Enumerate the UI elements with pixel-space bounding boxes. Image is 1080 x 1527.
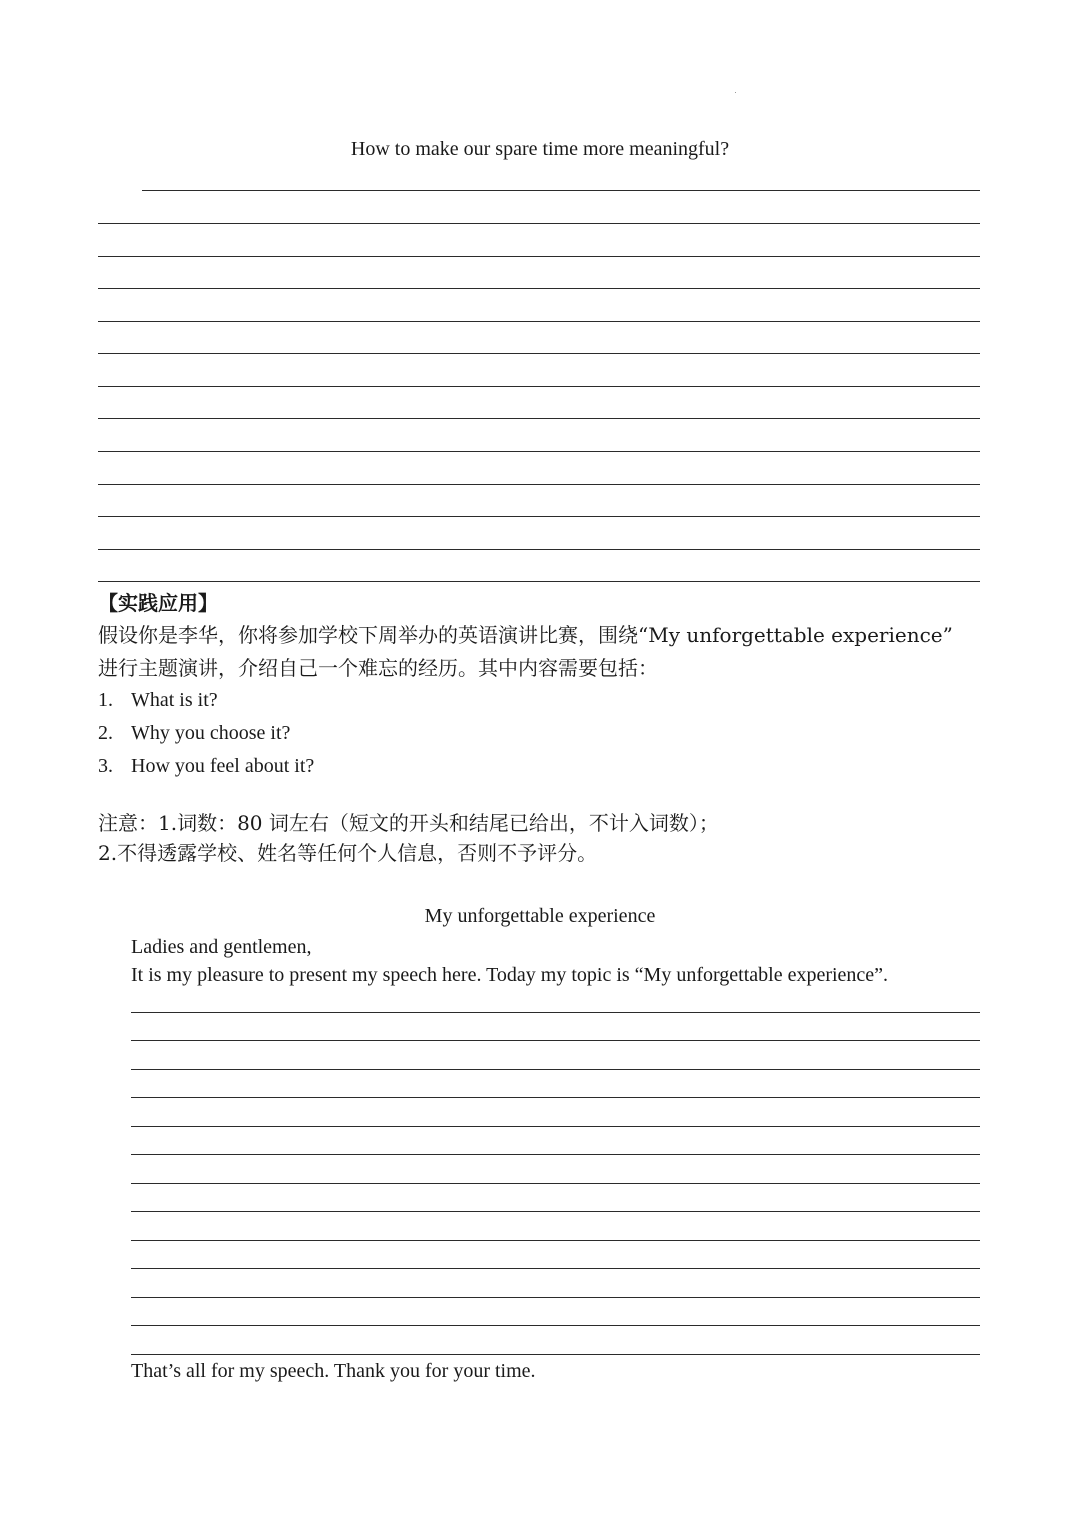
answer-line[interactable] (98, 386, 980, 387)
answer-line[interactable] (131, 1183, 980, 1184)
answer-line[interactable] (98, 516, 980, 517)
list-number: 3. (98, 755, 113, 777)
answer-line[interactable] (131, 1354, 980, 1355)
answer-line[interactable] (98, 256, 980, 257)
answer-line[interactable] (142, 190, 980, 191)
note-line-2: 2.不得透露学校、姓名等任何个人信息，否则不予评分。 (98, 841, 598, 865)
answer-line[interactable] (131, 1325, 980, 1326)
speech-closing: That’s all for my speech. Thank you for your time. (131, 1360, 536, 1382)
list-number: 1. (98, 689, 113, 711)
answer-line[interactable] (98, 353, 980, 354)
answer-line[interactable] (131, 1126, 980, 1127)
speech-title: My unforgettable experience (424, 905, 656, 927)
answer-line[interactable] (131, 1097, 980, 1098)
answer-line[interactable] (98, 418, 980, 419)
speech-greeting: Ladies and gentlemen, (131, 936, 312, 958)
answer-line[interactable] (131, 1268, 980, 1269)
answer-line[interactable] (98, 581, 980, 582)
list-item: How you feel about it? (131, 755, 315, 777)
answer-line[interactable] (98, 451, 980, 452)
answer-line[interactable] (131, 1211, 980, 1212)
answer-line[interactable] (98, 223, 980, 224)
prompt-line-1: 假设你是李华，你将参加学校下周举办的英语演讲比赛，围绕“My unforgettable experience” (98, 623, 953, 647)
answer-line[interactable] (131, 1040, 980, 1041)
answer-line[interactable] (131, 1297, 980, 1298)
answer-line[interactable] (98, 321, 980, 322)
answer-line[interactable] (98, 484, 980, 485)
prompt-line-2: 进行主题演讲，介绍自己一个难忘的经历。其中内容需要包括： (98, 656, 658, 680)
note-line-1: 注意：1.词数：80 词左右（短文的开头和结尾已给出，不计入词数）； (98, 811, 719, 835)
list-item: Why you choose it? (131, 722, 291, 744)
answer-line[interactable] (131, 1154, 980, 1155)
list-number: 2. (98, 722, 113, 744)
list-item: What is it? (131, 689, 218, 711)
scan-speck (735, 92, 736, 93)
speech-opening: It is my pleasure to present my speech here. Today my topic is “My unforgettable experience”. (131, 964, 889, 986)
answer-line[interactable] (131, 1012, 980, 1013)
answer-line[interactable] (98, 549, 980, 550)
answer-line[interactable] (131, 1240, 980, 1241)
answer-line[interactable] (131, 1069, 980, 1070)
answer-line[interactable] (98, 288, 980, 289)
writing-title: How to make our spare time more meaningful? (350, 138, 730, 160)
section-heading: 【实践应用】 (98, 591, 218, 615)
